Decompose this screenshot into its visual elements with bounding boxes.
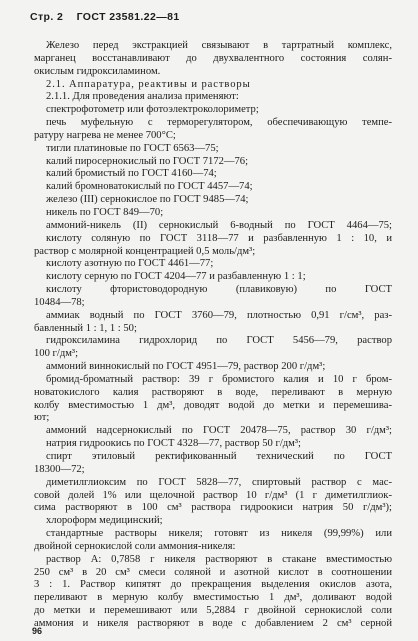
list-item: стандартные растворы никеля; готовят из никеля (99,99%) или: [46, 528, 392, 540]
text-line: 250 см³ в 20 см³ смеси соляной и азотной кислот в соотношении: [34, 566, 392, 578]
text-line: бавленный 1 : 1, 1 : 50;: [34, 322, 137, 334]
text-line: Железо перед экстракцией связывают в тартратный комплекс,: [46, 40, 392, 51]
list-item: натрия гидроокись по ГОСТ 4328—77, раствор 50 г/дм³;: [46, 438, 301, 450]
list-item: аммоний-никель (II) сернокислый 6-водный по ГОСТ 4464—75;: [46, 219, 392, 231]
body-text: [34, 40, 392, 631]
list-item: гидроксиламина гидрохлорид по ГОСТ 5456—79, раствор: [46, 335, 392, 347]
text-line: ратуру нагрева не менее 700°С;: [34, 129, 176, 141]
text-line: 18300—72;: [34, 463, 85, 475]
section-heading: 2.1. Аппаратура, реактивы и растворы: [46, 78, 251, 90]
text-line: совой долей 1% или щелочной раствор 10 г/дм³ (1 г диметилглиок-: [34, 489, 392, 501]
page-label: Стр.: [30, 11, 54, 23]
list-item: печь муфельную с терморегулятором, обеспечивающую темпе-: [46, 117, 392, 129]
text-line: ют;: [34, 412, 50, 424]
text-line: сима растворяют в 100 см³ раствора гидроокиси натрия 50 г/дм³);: [34, 502, 392, 514]
text-line: до метки и перемешивают или 5,2884 г двойной сернокислой соли: [34, 605, 392, 617]
text-line: двойной сернокислой соли аммония-никеля:: [34, 540, 236, 552]
list-item: хлороформ медицинский;: [46, 515, 163, 527]
list-item: калий бромноватокислый по ГОСТ 4457—74;: [46, 181, 253, 193]
list-item: кислоту соляную по ГОСТ 3118—77 и разбавленную 1 : 10, и: [46, 232, 392, 244]
page-num: 2: [56, 11, 64, 23]
list-item: аммиак водный по ГОСТ 3760—79, плотностью 0,91 г/см³, раз-: [46, 309, 392, 321]
list-item: спирт этиловый ректификованный технический по ГОСТ: [46, 451, 392, 462]
text-line: 2.1.1. Для проведения анализа применяют:: [46, 91, 239, 103]
text-line: новатокислого калия растворяют в воде, переливают в мерную: [34, 386, 392, 398]
list-item: никель по ГОСТ 849—70;: [46, 206, 164, 218]
list-item: аммоний виннокислый по ГОСТ 4951—79, раствор 200 г/дм³;: [46, 361, 326, 373]
list-item: кислоту азотную по ГОСТ 4461—77;: [46, 258, 214, 270]
standard-code: ГОСТ 23581.22—81: [76, 11, 180, 23]
text-line: раствор А: 0,7858 г никеля растворяют в стакане вместимостью: [46, 553, 392, 565]
list-item: кислоту фтористоводородную (плавиковую) по ГОСТ: [46, 284, 392, 296]
text-line: окислым гидроксиламином.: [34, 65, 161, 77]
text-line: 3 : 1. Раствор кипятят до прекращения выделения окислов азота,: [34, 579, 392, 591]
text-line: переливают в мерную колбу вместимостью 1 дм³, доливают водой: [34, 592, 392, 604]
text-line: аммония и никеля растворяют в воде с добавлением 2 см³ серной: [34, 617, 392, 629]
list-item: диметилглиоксим по ГОСТ 5828—77, спиртовый раствор с мас-: [46, 476, 392, 488]
list-item: железо (III) сернокислое по ГОСТ 9485—74;: [46, 194, 249, 206]
list-item: аммоний надсернокислый по ГОСТ 20478—75, раствор 30 г/дм³;: [46, 425, 392, 437]
page-number: 96: [32, 626, 43, 636]
text-line: колбу вместимостью 1 дм³, доводят водой до метки и перемешива-: [34, 399, 392, 411]
list-item: бромид-броматный раствор: 39 г бромистого калия и 10 г бром-: [46, 373, 392, 385]
list-item: тигли платиновые по ГОСТ 6563—75;: [46, 142, 219, 154]
text-line: марганец восстанавливают до двухвалентного состояния солян-: [34, 52, 392, 64]
list-item: кислоту серную по ГОСТ 4204—77 и разбавленную 1 : 1;: [46, 271, 306, 283]
list-item: спектрофотометр или фотоэлектроколориметр;: [46, 104, 259, 116]
text-line: 10484—78;: [34, 296, 85, 308]
list-item: калий пиросернокислый по ГОСТ 7172—76;: [46, 155, 249, 167]
text-line: 100 г/дм³;: [34, 348, 79, 360]
page-header: [30, 11, 180, 23]
list-item: калий бромистый по ГОСТ 4160—74;: [46, 168, 217, 180]
text-line: раствор с молярной концентрацией 0,5 моль/дм³;: [34, 245, 256, 257]
